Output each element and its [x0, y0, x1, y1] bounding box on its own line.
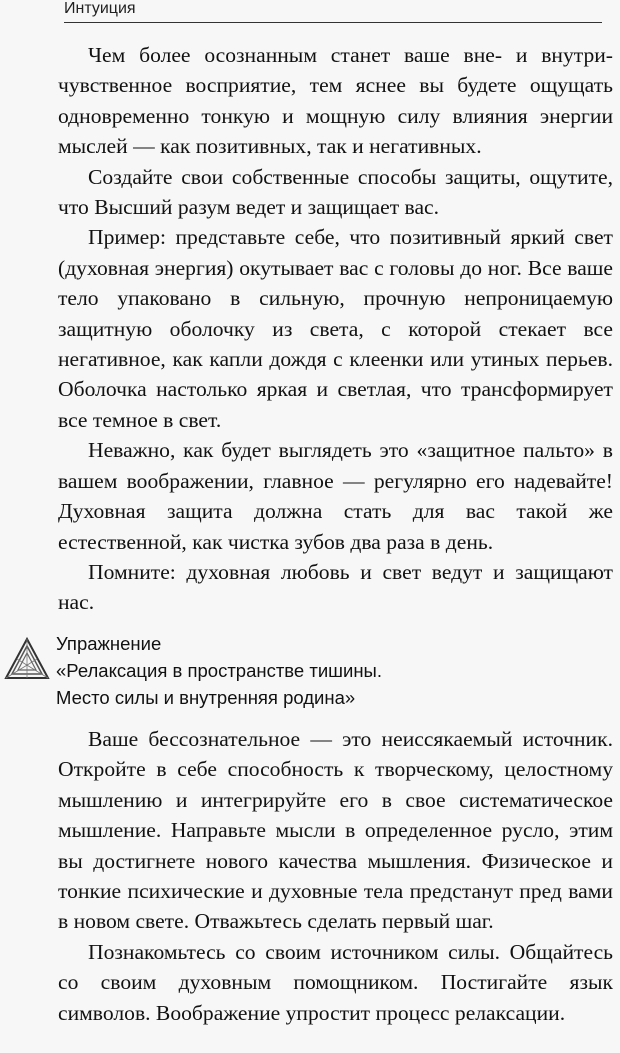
paragraph: Чем более осознанным станет ваше вне- и внутричувственное восприятие, тем яснее вы будете ощущать одновременно тонкую и мощную силу влияния энергии мыслей — как позитивных, так и негативных. — [58, 43, 613, 159]
paragraph: Неважно, как будет выглядеть это «защитное пальто» в вашем воображении, главное — регулярно его надевайте! Духовная защита должна стать для вас такой же естественной, как чистка зубов два раза в день. — [58, 438, 613, 554]
body-section-2 — [58, 724, 613, 1028]
triangle-symbol-icon — [4, 636, 50, 682]
exercise-title-line-1: «Релаксация в пространстве тишины. — [56, 660, 382, 681]
page-header — [0, 0, 620, 22]
exercise-label: Упражнение — [56, 633, 162, 654]
body-section-1 — [58, 40, 613, 618]
paragraph: Создайте свои собственные способы защиты, ощутите, что Высший разум ведет и защищает вас. — [58, 164, 613, 220]
paragraph: Помните: духовная любовь и свет ведут и защищают нас. — [58, 559, 613, 615]
paragraph: Познакомьтесь со своим источником силы. Общайтесь со своим духовным помощником. Постигайте язык символов. Воображение упростит процесс релаксации. — [58, 939, 613, 1025]
exercise-heading — [56, 630, 576, 711]
header-rule — [64, 22, 602, 23]
paragraph: Ваше бессознательное — это неиссякаемый источник. Откройте в себе способность к творческому, целостному мышлению и интегрируйте его в свое систематическое мышление. Направьте мысли в определенное русло, этим вы достигнете нового качества мышления. Физическое и тонкие психические и духовные тела предстанут пред вами в новом свете. Отважьтесь сделать первый шаг. — [58, 727, 613, 934]
running-header-title: Интуиция — [64, 0, 136, 17]
paragraph: Пример: представьте себе, что позитивный яркий свет (духовная энергия) окутывает вас с головы до ног. Все ваше тело упаковано в сильную, прочную непроницаемую защитную оболочку из света, с которой стекает все негативное, как капли дождя с клеенки или утиных перьев. Оболочка настолько яркая и светлая, что трансформирует все темное в свет. — [58, 225, 613, 432]
exercise-title-line-2: Место силы и внутренняя родина» — [56, 687, 356, 708]
